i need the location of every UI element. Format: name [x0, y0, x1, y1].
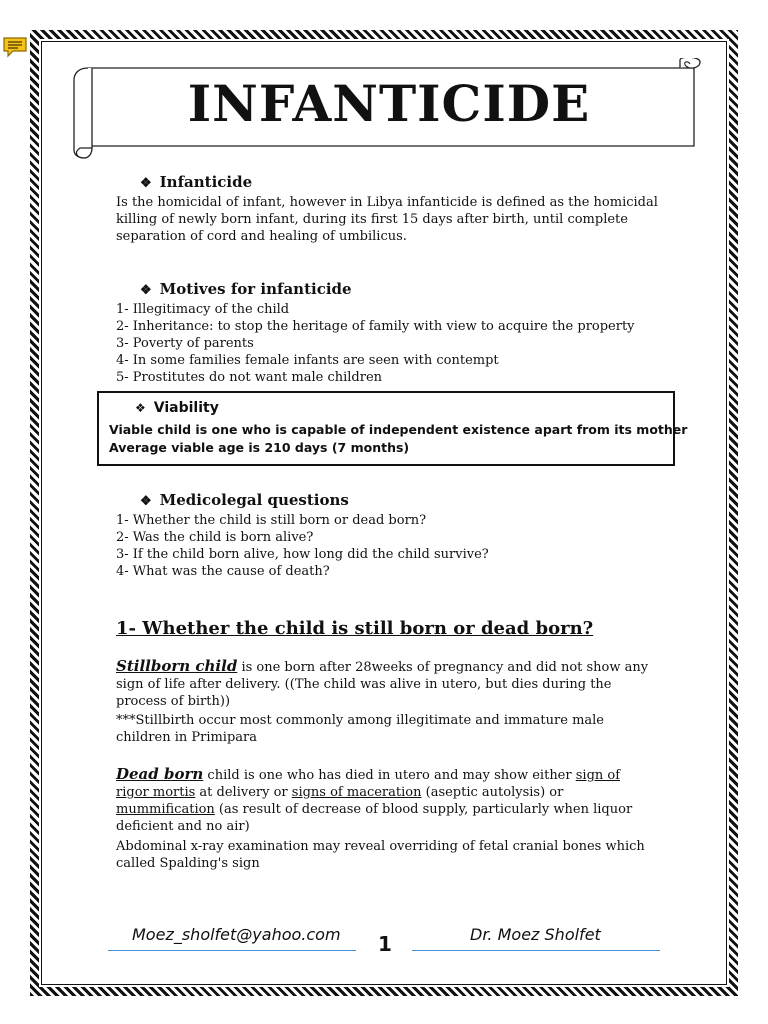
deadborn-text: (as result of decrease of blood supply, particularly when liquor deficient and no air) — [116, 802, 633, 834]
diamond-bullet-icon: ❖ — [140, 283, 152, 298]
viability-box — [97, 391, 688, 466]
stillbirth-note: ***Stillbirth occur most commonly among illegitimate and immature male children in Primipara — [116, 713, 605, 745]
viability-age: Average viable age is 210 days (7 months) — [109, 440, 410, 455]
section-1-title: 1- Whether the child is still born or dead born? — [116, 618, 594, 639]
xray-paragraph: Abdominal x-ray examination may reveal overriding of fetal cranial bones which called Spalding's sign — [116, 839, 645, 871]
mummification-term: mummification — [116, 802, 215, 817]
diamond-bullet-icon: ❖ — [140, 494, 152, 509]
footer-email: Moez_sholfet@yahoo.com — [132, 925, 341, 944]
medicolegal-heading: ❖ Medicolegal questions — [140, 491, 349, 509]
list-item: 1- Illegitimacy of the child — [116, 302, 290, 317]
motives-heading: ❖ Motives for infanticide — [140, 280, 352, 298]
page-number: 1 — [378, 932, 392, 956]
footer-divider-left — [108, 950, 356, 951]
rigor-mortis-term: sign of rigor mortis — [116, 768, 621, 800]
list-item: 4- In some families female infants are seen with contempt — [116, 353, 499, 368]
stillborn-term: Stillborn child — [116, 657, 238, 675]
deadborn-term: Dead born — [116, 765, 204, 783]
footer-author: Dr. Moez Sholfet — [470, 925, 601, 944]
stillborn-text: is one born after 28weeks of pregnancy and did not show any sign of life after delivery. ((The child was alive in utero, but dies during the process of birth)) — [116, 660, 649, 709]
stillborn-paragraph — [116, 658, 656, 710]
infanticide-section — [116, 172, 676, 245]
page-title: INFANTICIDE — [187, 74, 591, 133]
infanticide-heading: ❖ Infanticide — [140, 173, 253, 191]
deadborn-text: (aseptic autolysis) or — [421, 785, 564, 800]
infanticide-definition: Is the homicidal of infant, however in Libya infanticide is defined as the homicidal killing of newly born infant, during its first 15 days after birth, until complete separation of cord and healing of umbilicus. — [116, 195, 658, 244]
footer-divider-right — [412, 950, 660, 951]
comment-icon[interactable] — [2, 36, 28, 58]
diamond-bullet-icon: ❖ — [135, 401, 146, 415]
maceration-term: signs of maceration — [291, 785, 422, 800]
list-item: 5- Prostitutes do not want male children — [116, 370, 383, 385]
list-item: 1- Whether the child is still born or dead born? — [116, 513, 427, 528]
list-item: 2- Was the child is born alive? — [116, 530, 314, 545]
motives-section — [116, 279, 676, 386]
list-item: 4- What was the cause of death? — [116, 564, 330, 579]
viability-definition: Viable child is one who is capable of independent existence apart from its mother — [109, 422, 688, 437]
deadborn-text: child is one who has died in utero and may show either — [203, 768, 576, 783]
deadborn-paragraph — [116, 766, 656, 835]
medicolegal-section — [116, 490, 676, 580]
list-item: 3- If the child born alive, how long did the child survive? — [116, 547, 489, 562]
list-item: 3- Poverty of parents — [116, 336, 254, 351]
list-item: 2- Inheritance: to stop the heritage of family with view to acquire the property — [116, 319, 635, 334]
viability-heading: ❖ Viability — [135, 400, 219, 416]
deadborn-text: at delivery or — [195, 785, 292, 800]
diamond-bullet-icon: ❖ — [140, 176, 152, 191]
